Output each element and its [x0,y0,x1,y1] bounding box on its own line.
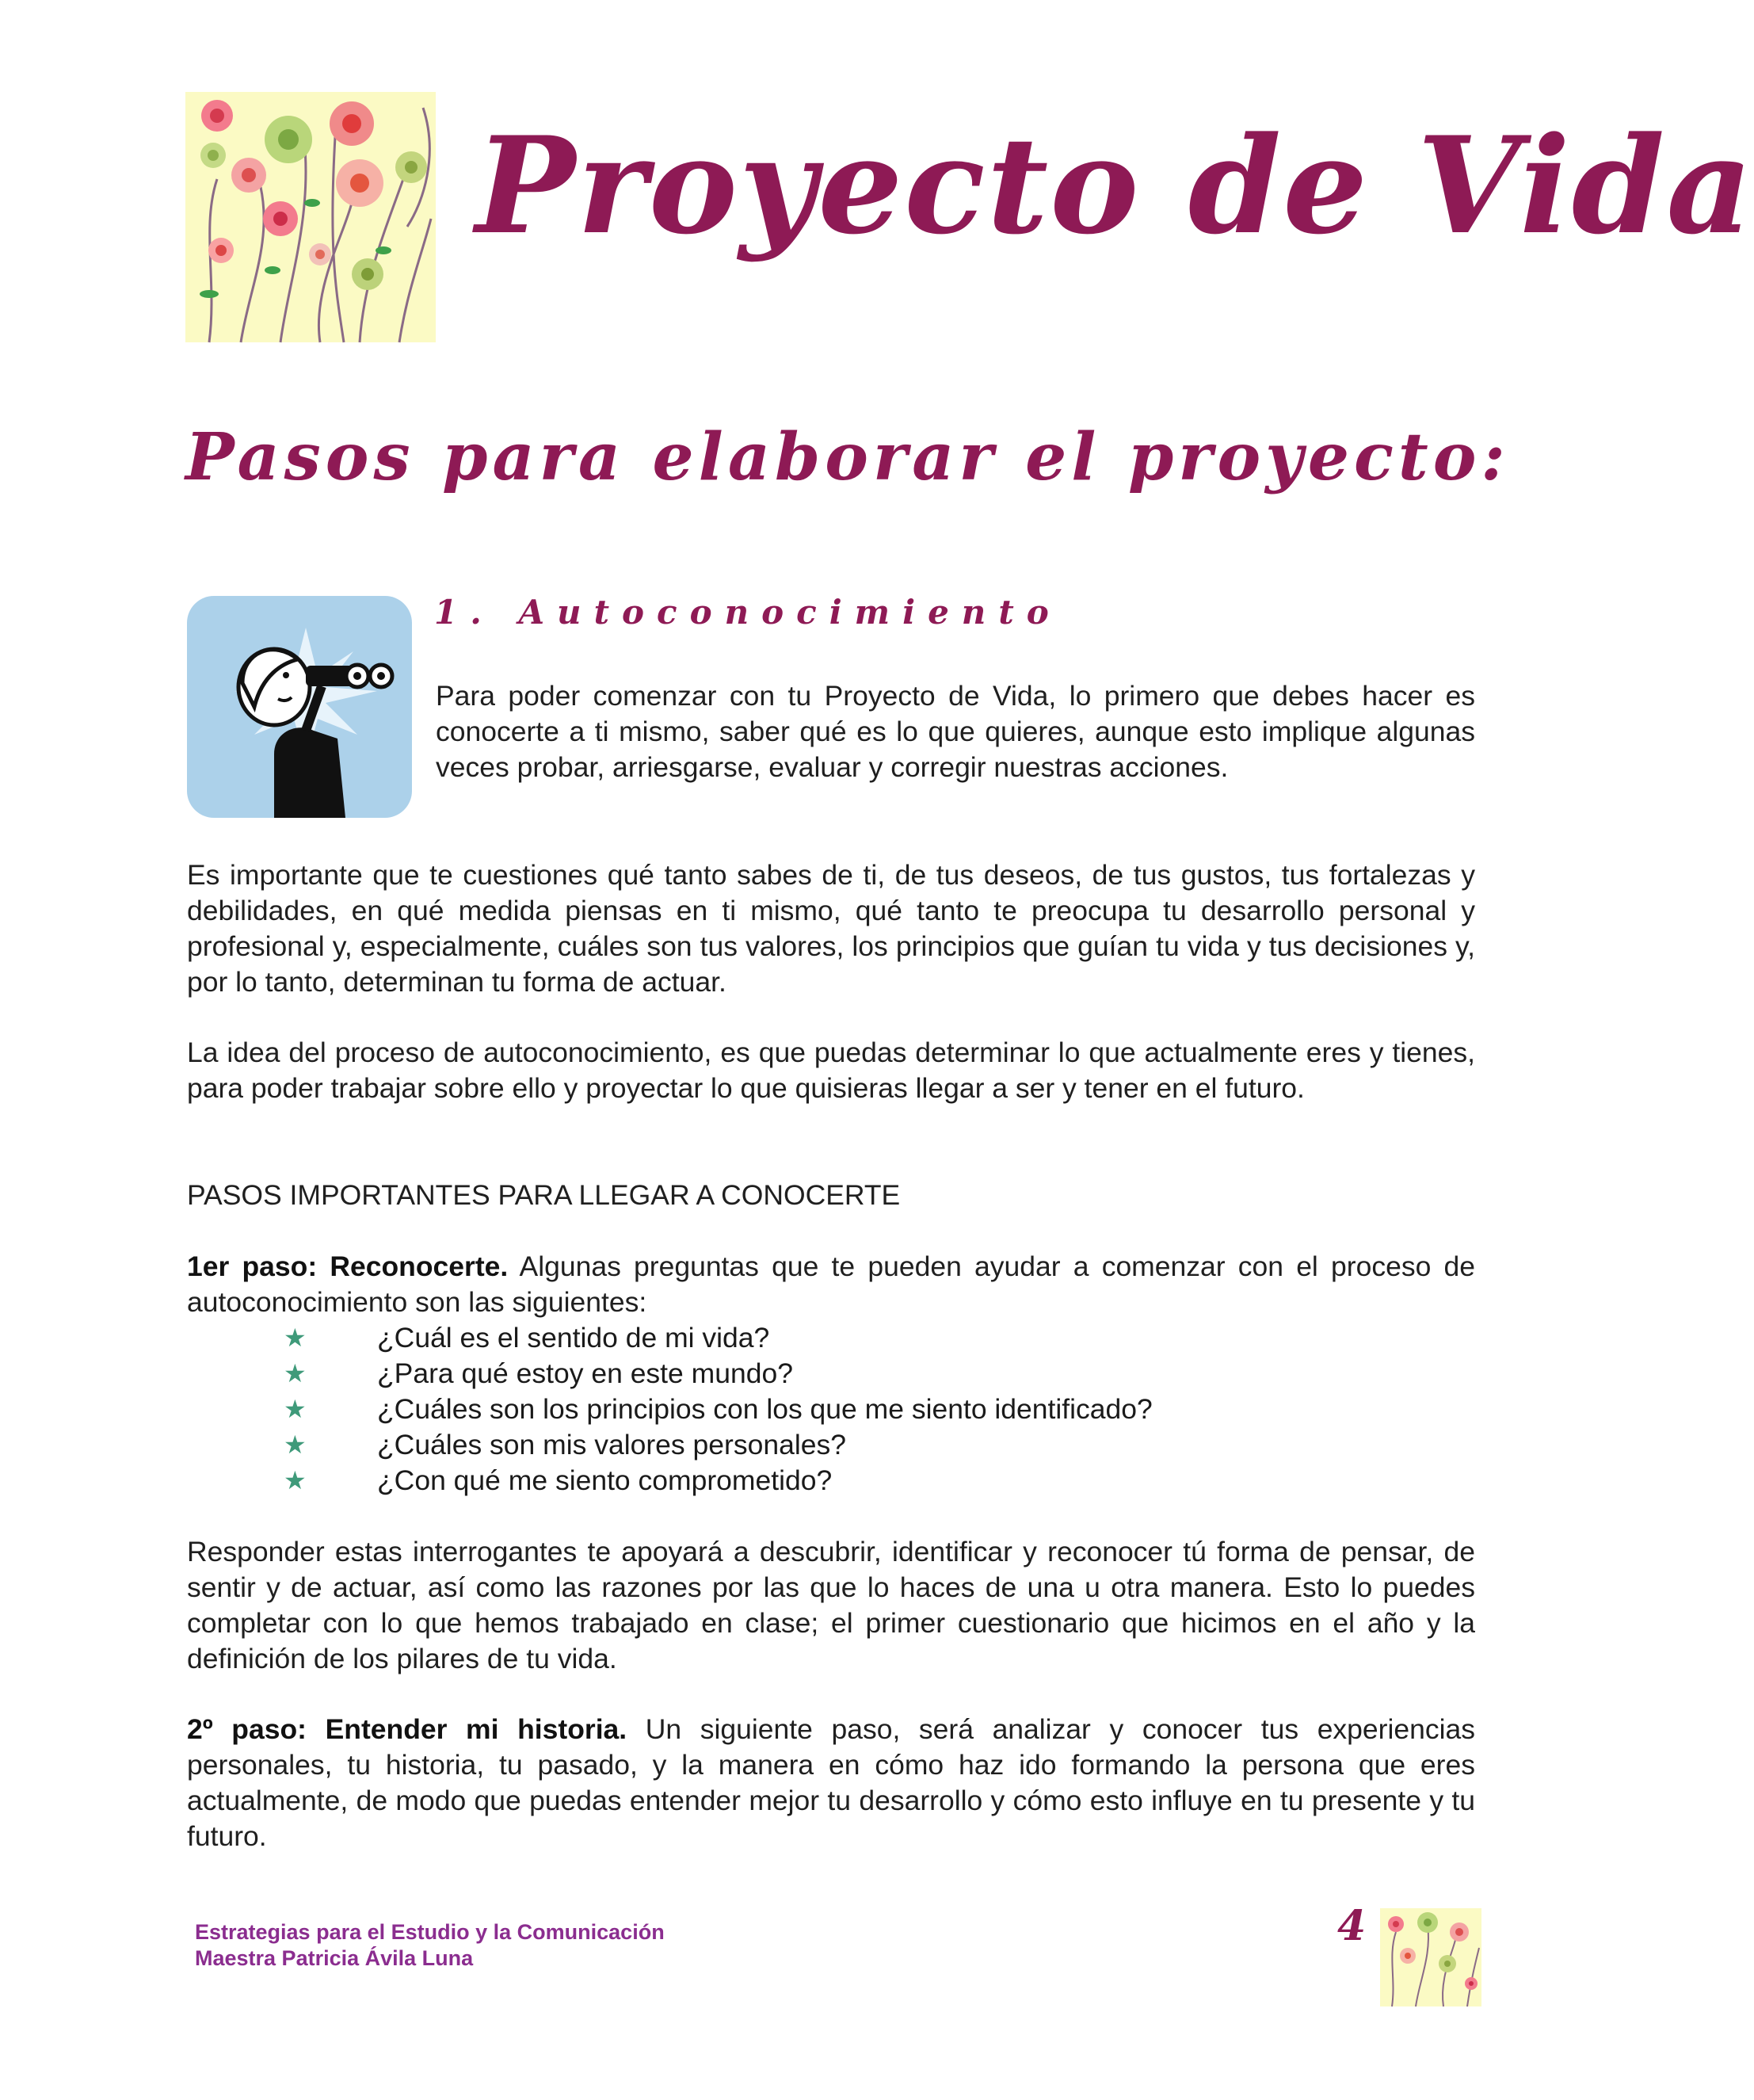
paso1-text: Algunas preguntas que te pueden ayudar a comenzar con el proceso de autoconocimiento son las siguientes: [187,1250,1475,1318]
question-text: ¿Con qué me siento comprometido? [377,1464,833,1496]
list-item [187,1427,1475,1463]
footer-flower-illustration [1380,1908,1481,2006]
step-intro-paragraph: Para poder comenzar con tu Proyecto de Vida, lo primero que debes hacer es conocerte a ti mismo, saber qué es lo que quieres, aunque esto implique algunas veces probar, arriesgarse, evaluar y corregir nuestras acciones. [436,680,1475,783]
step-heading: 1. Autoconocimiento [434,593,1062,632]
question-text: ¿Cuáles son mis valores personales? [377,1429,846,1460]
star-icon: ★ [284,1466,307,1495]
star-icon: ★ [284,1430,307,1459]
binoculars-illustration [187,596,412,818]
star-icon: ★ [284,1323,307,1352]
paragraph-self-questions: Es importante que te cuestiones qué tanto sabes de ti, de tus deseos, de tus gustos, tus fortalezas y debilidades, en qué medida piensas en ti mismo, qué tanto te preocupa tu desarrollo personal y profesional y, especialmente, cuáles son tus valores, los principios que guían tu vida y tus decisiones y, por lo tanto, determinan tu forma de actuar. [187,859,1475,998]
list-item [187,1320,1475,1356]
page-title: Proyecto de Vida [475,107,1754,264]
flower-illustration [185,92,436,342]
paso2-text: Un siguiente paso, será analizar y conocer tus experiencias personales, tu historia, tu pasado, y la manera en cómo haz ido formando la persona que eres actualmente, de modo que puedas entender mejor tu desarrollo y cómo esto influye en tu presente y tu futuro. [187,1713,1475,1852]
question-text: ¿Para qué estoy en este mundo? [377,1357,793,1389]
footer-teacher: Maestra Patricia Ávila Luna [195,1946,474,1970]
footer-flower-graphic [1380,1908,1481,2006]
flower-illustration-graphic [185,92,436,342]
question-text: ¿Cuáles son los principios con los que me siento identificado? [377,1393,1153,1425]
question-text: ¿Cuál es el sentido de mi vida? [377,1322,770,1354]
paso1-paragraph [187,1249,1475,1320]
list-item [187,1356,1475,1392]
question-list [187,1320,1475,1499]
paso1-label: 1er paso: Reconocerte. [187,1250,509,1282]
section-title: Pasos para elaborar el proyecto: [185,419,1510,495]
paragraph-process-idea: La idea del proceso de autoconocimiento, es que puedas determinar lo que actualmente eres y tienes, para poder trabajar sobre ello y proyectar lo que quisieras llegar a ser y tener en el futuro. [187,1037,1475,1104]
list-item [187,1392,1475,1427]
footer [195,1919,665,1972]
paso2-paragraph [187,1712,1475,1854]
paso2-label: 2º paso: Entender mi historia. [187,1713,627,1745]
page-number: 4 [1337,1902,1367,1950]
footer-course: Estrategias para el Estudio y la Comunicación [195,1920,665,1944]
paragraph-answers: Responder estas interrogantes te apoyará a descubrir, identificar y reconocer tú forma de pensar, de sentir y de actuar, así como las razones por las que lo haces de una u otra manera. Esto lo puedes completar con lo que hemos trabajado en clase; el primer cuestionario que hicimos en el año y la definición de los pilares de tu vida. [187,1536,1475,1674]
list-item [187,1463,1475,1499]
star-icon: ★ [284,1395,307,1423]
star-icon: ★ [284,1359,307,1388]
binoculars-person-icon [187,596,412,818]
steps-heading: PASOS IMPORTANTES PARA LLEGAR A CONOCERTE [187,1179,901,1211]
